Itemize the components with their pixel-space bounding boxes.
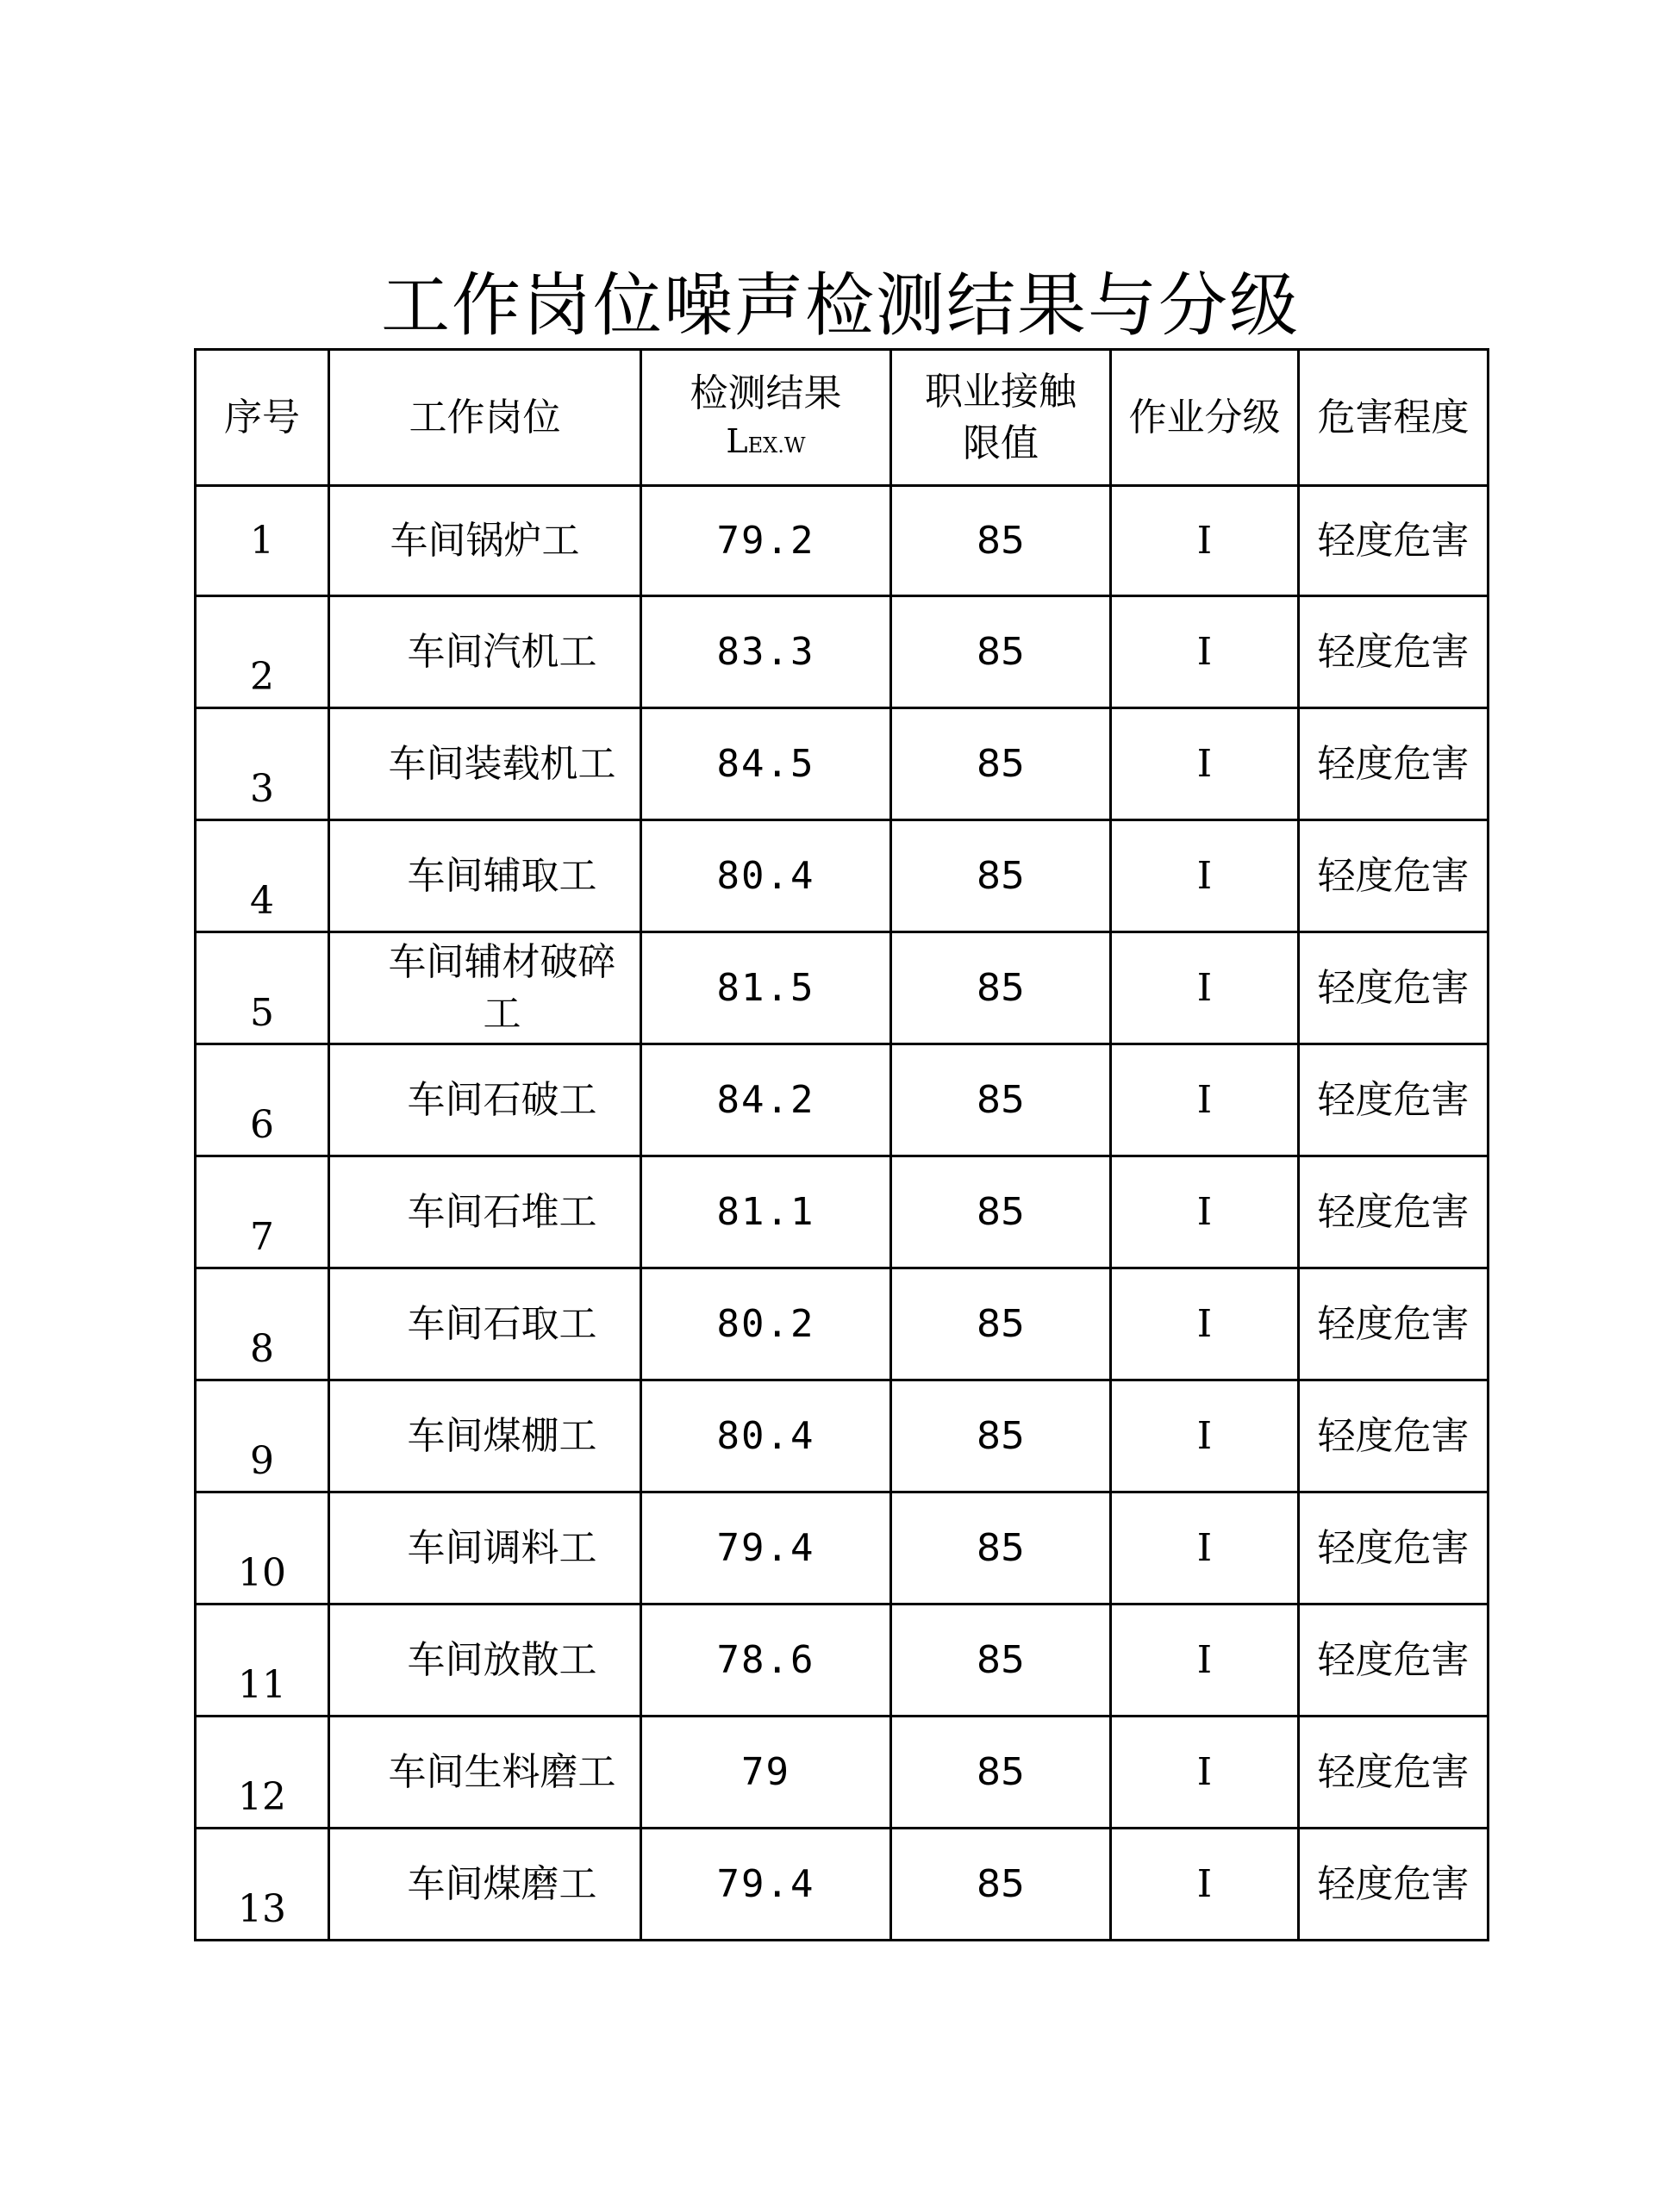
cell-seq: 8 (196, 1268, 329, 1380)
cell-hazard: 轻度危害 (1299, 1380, 1489, 1492)
post-text: 车间辅取工 (407, 853, 597, 898)
cell-grade: I (1111, 1268, 1299, 1380)
post-text: 车间装载机工 (388, 741, 616, 786)
cell-grade: I (1111, 1604, 1299, 1717)
table-row (196, 1492, 1489, 1604)
cell-hazard: 轻度危害 (1299, 1268, 1489, 1380)
cell-limit: 85 (891, 1604, 1111, 1717)
cell-grade: I (1111, 1492, 1299, 1604)
cell-seq: 12 (196, 1717, 329, 1829)
cell-post (329, 820, 641, 932)
cell-grade: I (1111, 1156, 1299, 1268)
cell-post (329, 708, 641, 820)
table-row (196, 1829, 1489, 1941)
cell-result: 79.4 (641, 1829, 891, 1941)
cell-seq: 4 (196, 820, 329, 932)
cell-limit: 85 (891, 1829, 1111, 1941)
cell-result: 78.6 (641, 1604, 891, 1717)
post-text: 车间石堆工 (407, 1189, 597, 1234)
table-row (196, 1268, 1489, 1380)
cell-hazard: 轻度危害 (1299, 1044, 1489, 1156)
cell-post (329, 1492, 641, 1604)
header-grade: 作业分级 (1111, 350, 1299, 486)
cell-grade: I (1111, 596, 1299, 708)
post-text: 车间煤磨工 (407, 1861, 597, 1906)
table-row (196, 820, 1489, 932)
cell-grade: I (1111, 708, 1299, 820)
cell-grade: I (1111, 1044, 1299, 1156)
cell-limit: 85 (891, 820, 1111, 932)
cell-seq: 10 (196, 1492, 329, 1604)
post-text: 车间锅炉工 (390, 518, 580, 563)
cell-seq: 9 (196, 1380, 329, 1492)
table-header-row (196, 350, 1489, 486)
cell-result: 79.2 (641, 486, 891, 596)
cell-result: 84.2 (641, 1044, 891, 1156)
cell-post (329, 1380, 641, 1492)
cell-limit: 85 (891, 708, 1111, 820)
cell-result: 79.4 (641, 1492, 891, 1604)
table-row (196, 1717, 1489, 1829)
cell-seq: 7 (196, 1156, 329, 1268)
table-row (196, 1604, 1489, 1717)
header-result-label: 检测结果 (690, 371, 842, 415)
cell-seq: 2 (196, 596, 329, 708)
header-result-unit (642, 420, 889, 467)
cell-seq: 3 (196, 708, 329, 820)
cell-result: 79 (641, 1717, 891, 1829)
post-text: 车间调料工 (407, 1525, 597, 1570)
header-result-unit-main: L (726, 422, 748, 460)
cell-hazard: 轻度危害 (1299, 708, 1489, 820)
cell-grade: I (1111, 1380, 1299, 1492)
cell-result: 81.1 (641, 1156, 891, 1268)
post-text: 车间煤棚工 (407, 1413, 597, 1458)
cell-limit: 85 (891, 1156, 1111, 1268)
cell-result: 83.3 (641, 596, 891, 708)
header-limit-label: 职业接触限值 (924, 369, 1077, 465)
cell-limit: 85 (891, 1717, 1111, 1829)
cell-hazard: 轻度危害 (1299, 1829, 1489, 1941)
cell-limit: 85 (891, 596, 1111, 708)
table-row (196, 932, 1489, 1044)
cell-grade: I (1111, 486, 1299, 596)
cell-post (329, 932, 641, 1044)
cell-grade: I (1111, 1717, 1299, 1829)
header-limit (891, 350, 1111, 486)
cell-limit: 85 (891, 1380, 1111, 1492)
cell-result: 81.5 (641, 932, 891, 1044)
cell-result: 80.4 (641, 1380, 891, 1492)
cell-limit: 85 (891, 1492, 1111, 1604)
table-row (196, 708, 1489, 820)
header-post: 工作岗位 (329, 350, 641, 486)
cell-limit: 85 (891, 1268, 1111, 1380)
post-text: 车间汽机工 (407, 629, 597, 674)
cell-post (329, 1044, 641, 1156)
header-seq: 序号 (196, 350, 329, 486)
table-row (196, 596, 1489, 708)
post-text: 车间放散工 (407, 1637, 597, 1682)
header-result (641, 350, 891, 486)
cell-seq: 1 (196, 486, 329, 596)
cell-post (329, 1829, 641, 1941)
cell-result: 80.4 (641, 820, 891, 932)
cell-limit: 85 (891, 932, 1111, 1044)
cell-hazard: 轻度危害 (1299, 486, 1489, 596)
cell-result: 84.5 (641, 708, 891, 820)
noise-results-table (194, 348, 1489, 1941)
cell-grade: I (1111, 932, 1299, 1044)
table-row (196, 1380, 1489, 1492)
cell-seq: 5 (196, 932, 329, 1044)
cell-post (329, 1268, 641, 1380)
cell-grade: I (1111, 1829, 1299, 1941)
header-result-unit-sub: EX.W (747, 433, 806, 458)
post-text: 车间生料磨工 (388, 1749, 616, 1794)
cell-seq: 6 (196, 1044, 329, 1156)
cell-hazard: 轻度危害 (1299, 820, 1489, 932)
cell-hazard: 轻度危害 (1299, 1717, 1489, 1829)
cell-limit: 85 (891, 486, 1111, 596)
cell-post (329, 486, 641, 596)
header-hazard: 危害程度 (1299, 350, 1489, 486)
table-row (196, 486, 1489, 596)
cell-post (329, 1717, 641, 1829)
cell-hazard: 轻度危害 (1299, 932, 1489, 1044)
cell-hazard: 轻度危害 (1299, 596, 1489, 708)
post-text: 车间石破工 (407, 1077, 597, 1122)
cell-limit: 85 (891, 1044, 1111, 1156)
table-row (196, 1044, 1489, 1156)
cell-seq: 11 (196, 1604, 329, 1717)
cell-post (329, 1604, 641, 1717)
cell-hazard: 轻度危害 (1299, 1492, 1489, 1604)
cell-hazard: 轻度危害 (1299, 1604, 1489, 1717)
cell-seq: 13 (196, 1829, 329, 1941)
table-row (196, 1156, 1489, 1268)
cell-grade: I (1111, 820, 1299, 932)
post-text: 车间石取工 (407, 1301, 597, 1346)
cell-post (329, 596, 641, 708)
post-text: 车间辅材破碎工 (388, 939, 616, 1036)
cell-hazard: 轻度危害 (1299, 1156, 1489, 1268)
cell-result: 80.2 (641, 1268, 891, 1380)
page-title: 工作岗位噪声检测结果与分级 (381, 265, 1300, 346)
cell-post (329, 1156, 641, 1268)
